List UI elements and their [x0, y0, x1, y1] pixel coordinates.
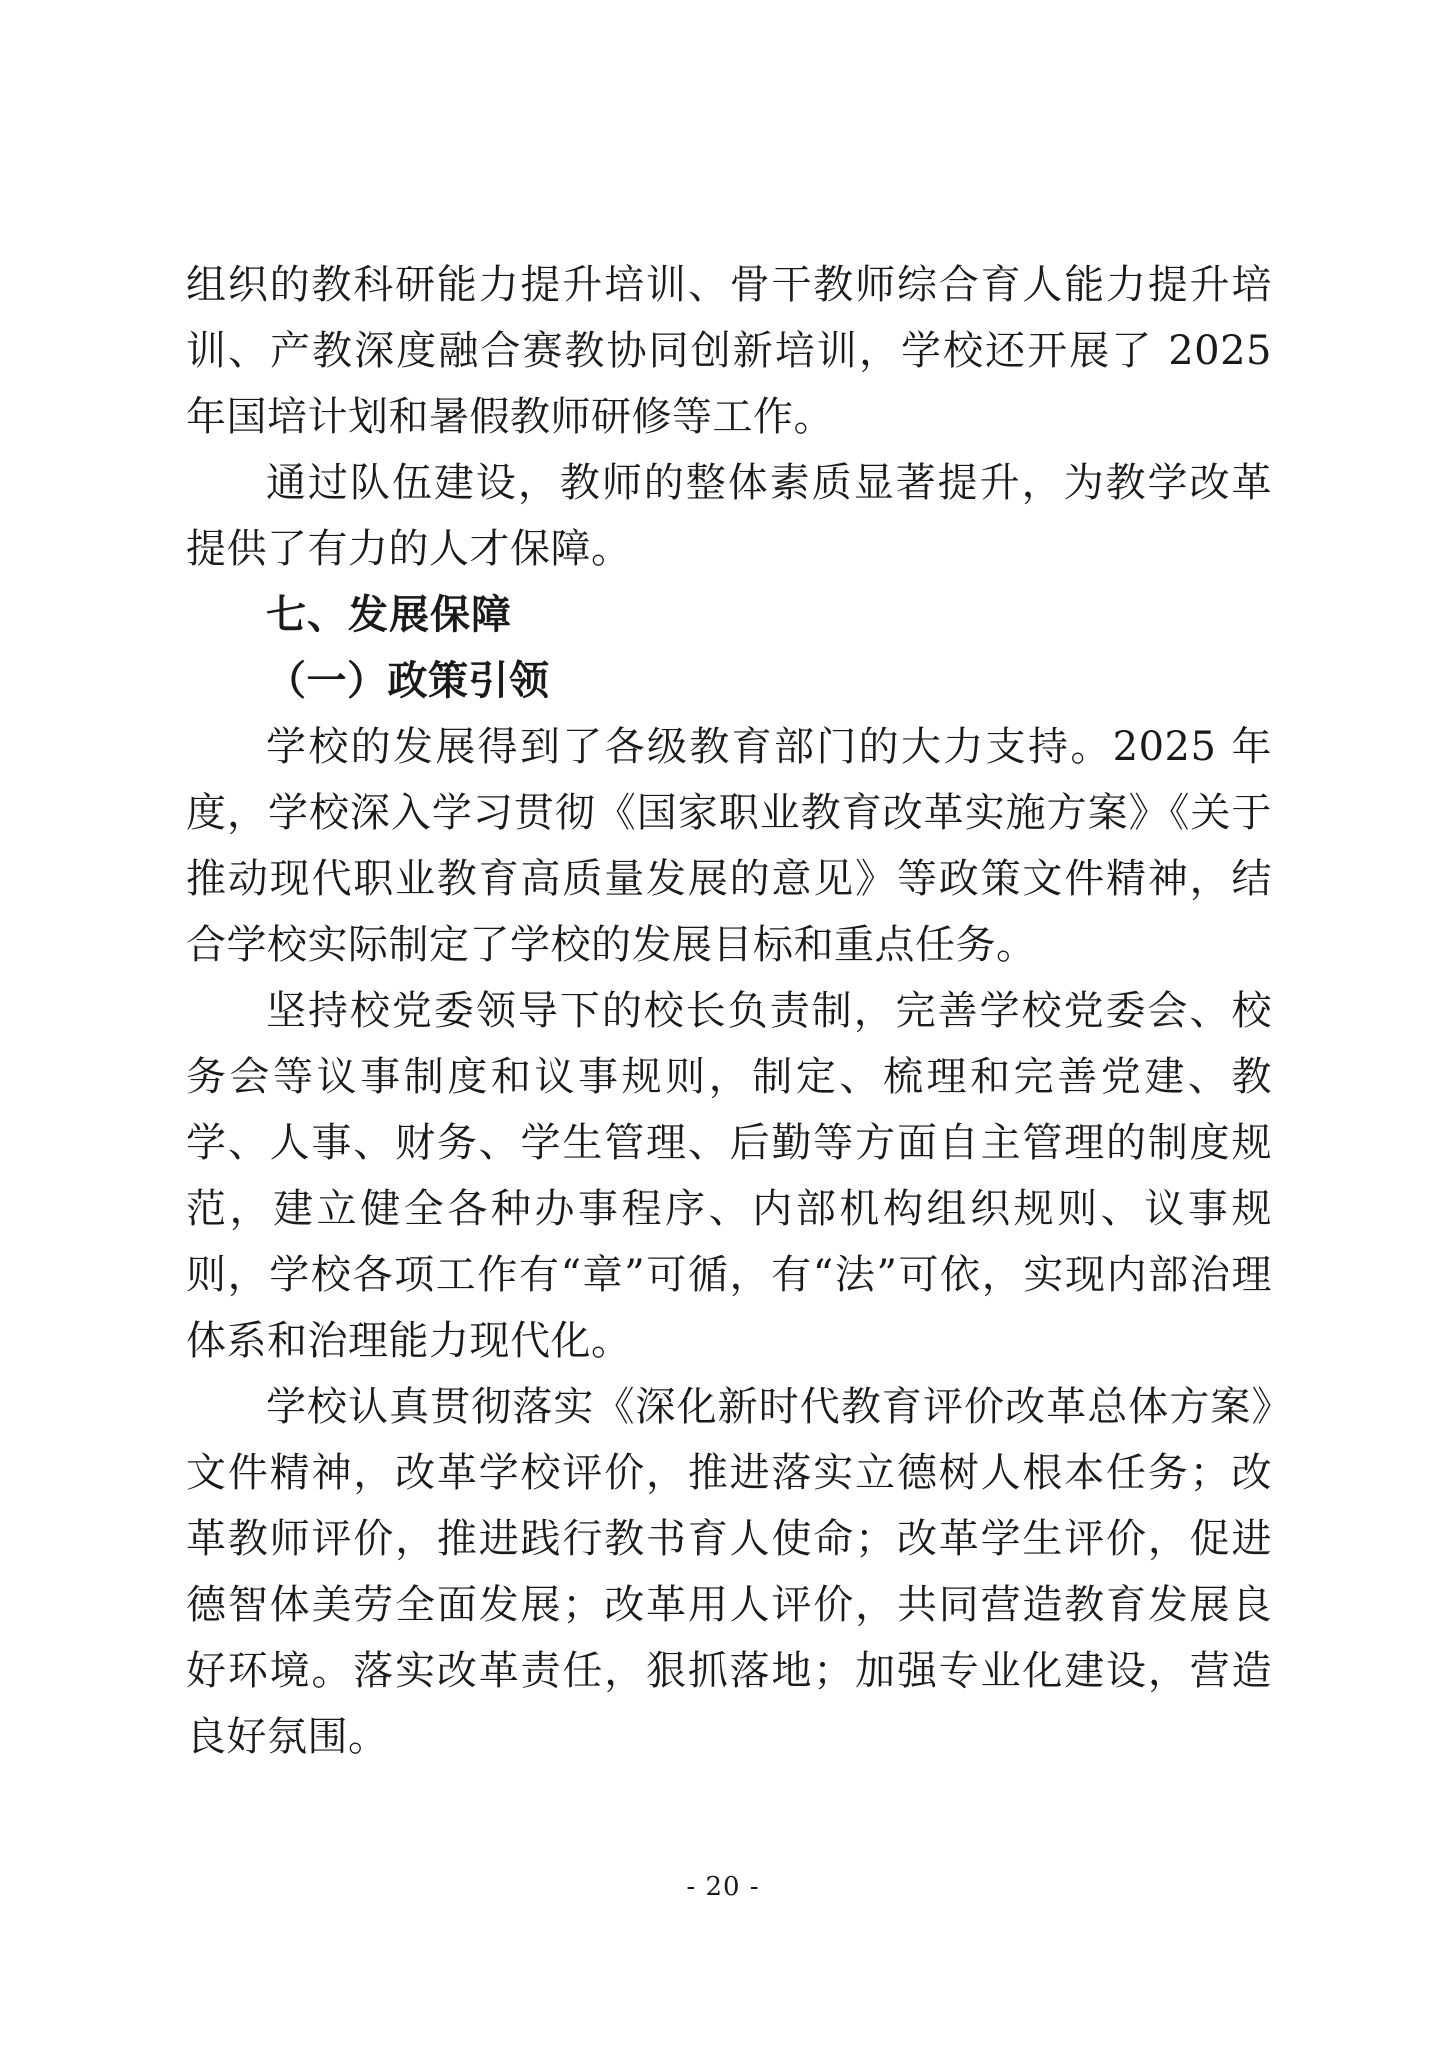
subsection-heading-policy-guidance: （一）政策引领 — [266, 657, 550, 704]
paragraph-governance-system: 坚持校党委领导下的校长负责制，完善学校党委会、校务会等议事制度和议事规则，制定、梳理和完善党建、教学、人事、财务、学生管理、后勤等方面自主管理的制度规范，建立健全各种办事程序、内部机构组织规则、议事规则，学校各项工作有“章”可循，有“法”可依，实现内部治理体系和治理能力现代化。 — [186, 988, 1272, 1364]
paragraph-policy-support: 学校的发展得到了各级教育部门的大力支持。2025 年度，学校深入学习贯彻《国家职业教育改革实施方案》《关于推动现代职业教育高质量发展的意见》等政策文件精神，结合学校实际制定了学校的发展目标和重点任务。 — [186, 724, 1272, 968]
document-body — [186, 252, 1272, 1770]
paragraph-continued-training: 组织的教科研能力提升培训、骨干教师综合育人能力提升培训、产教深度融合赛教协同创新培训，学校还开展了 2025 年国培计划和暑假教师研修等工作。 — [186, 262, 1272, 440]
section-heading-development-guarantee: 七、发展保障 — [266, 592, 512, 638]
page-number: - 20 - — [686, 1872, 760, 1902]
paragraph-team-building-result: 通过队伍建设，教师的整体素质显著提升，为教学改革提供了有力的人才保障。 — [186, 460, 1272, 572]
paragraph-education-evaluation-reform: 学校认真贯彻落实《深化新时代教育评价改革总体方案》文件精神，改革学校评价，推进落实立德树人根本任务；改革教师评价，推进践行教书育人使命；改革学生评价，促进德智体美劳全面发展；改革用人评价，共同营造教育发展良好环境。落实改革责任，狠抓落地；加强专业化建设，营造良好氛围。 — [186, 1384, 1272, 1760]
